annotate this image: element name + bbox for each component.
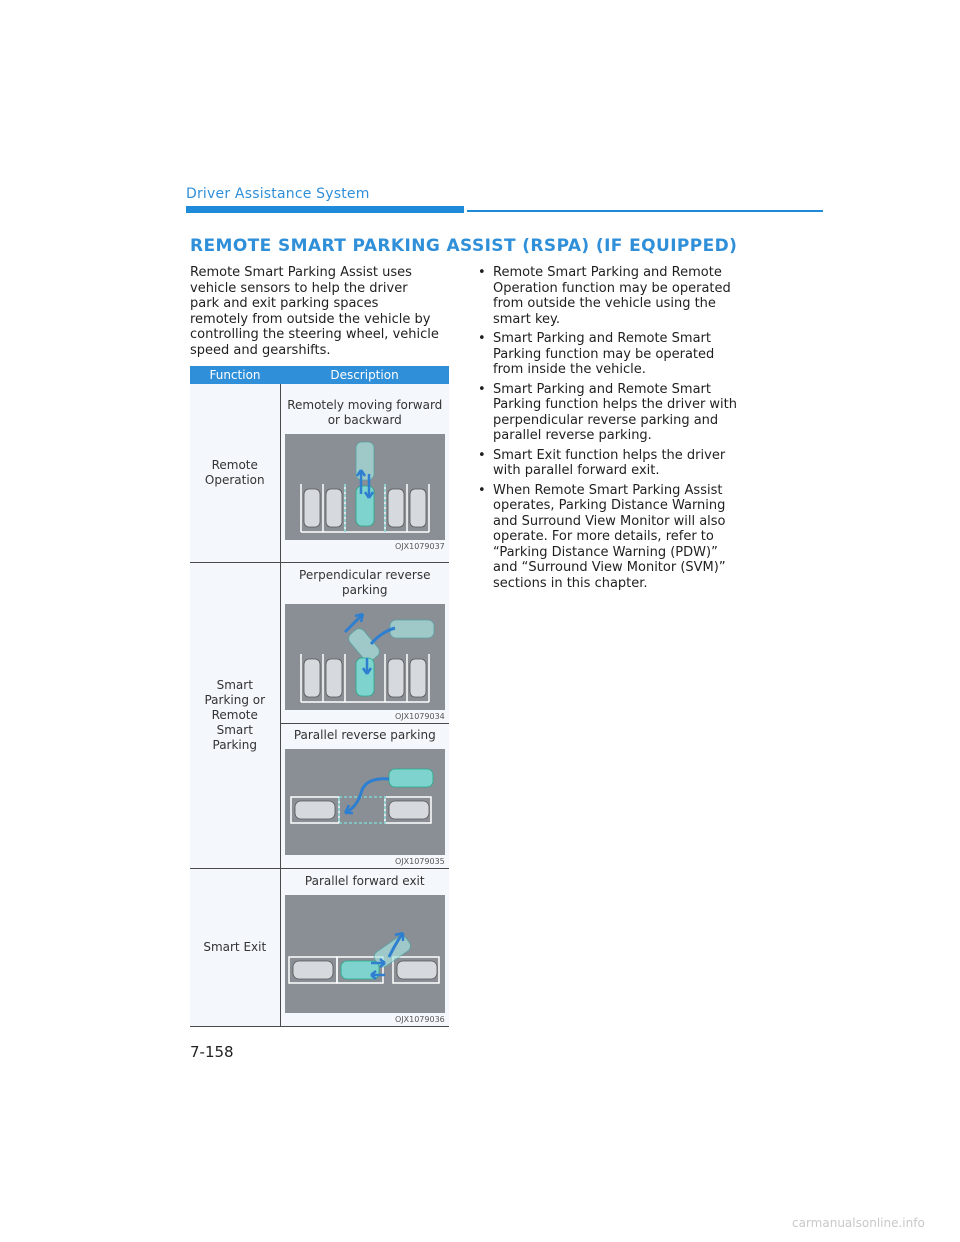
header-description: Description	[280, 366, 449, 384]
watermark: carmanualsonline.info	[792, 1216, 925, 1230]
feature-bullet-list	[478, 265, 738, 595]
list-item-text: Smart Parking and Remote Smart Parking function may be operated from inside the vehicle.	[493, 331, 715, 377]
remote-operation-illustration	[285, 434, 445, 551]
image-code: OJX1079034	[394, 711, 445, 721]
list-item-text: Remote Smart Parking and Remote Operation function may be operated from outside the vehicle using the smart key.	[493, 265, 731, 327]
parallel-parking-illustration	[285, 749, 445, 866]
description-text: Parallel forward exit	[304, 873, 425, 888]
bullet-icon: •	[478, 331, 486, 346]
smart-exit-illustration	[285, 895, 445, 1024]
table-row	[190, 562, 449, 868]
description-cell	[280, 384, 449, 562]
bullet-icon: •	[478, 482, 486, 498]
perpendicular-parking-illustration	[285, 604, 445, 721]
page-number: 7-158	[190, 1043, 234, 1061]
header-title: Driver Assistance System	[186, 186, 370, 202]
list-item	[478, 448, 738, 479]
function-cell: Remote Operation	[190, 384, 280, 562]
intro-paragraph: Remote Smart Parking Assist uses vehicle sensors to help the driver park and exit parking spaces remotely from outside the vehicle by controlling the steering wheel, vehicle speed and gearshifts.	[190, 265, 439, 358]
function-cell: Smart Parking or Remote Smart Parking	[190, 562, 280, 868]
header-rule-thin	[467, 210, 823, 212]
list-item	[478, 483, 738, 592]
image-code: OJX1079036	[394, 1014, 445, 1024]
header-function: Function	[190, 366, 280, 384]
description-text: Remotely moving forward or backward	[287, 397, 443, 427]
list-item-text: Smart Exit function helps the driver with parallel forward exit.	[493, 447, 726, 478]
function-table	[190, 366, 449, 1027]
table-row	[190, 868, 449, 1026]
table-header-row	[190, 366, 449, 384]
list-item-text: Smart Parking and Remote Smart Parking function helps the driver with perpendicular reverse parking and parallel reverse parking.	[493, 381, 737, 443]
table-row	[190, 384, 449, 562]
section-title: REMOTE SMART PARKING ASSIST (RSPA) (IF EQUIPPED)	[190, 236, 738, 256]
list-item	[478, 265, 738, 327]
description-text: Parallel reverse parking	[281, 723, 450, 743]
bullet-icon: •	[478, 381, 486, 397]
description-cell	[280, 868, 449, 1026]
description-cell	[280, 562, 449, 868]
bullet-icon: •	[478, 447, 486, 463]
image-code: OJX1079035	[394, 856, 445, 866]
function-cell: Smart Exit	[190, 868, 280, 1026]
list-item	[478, 331, 738, 378]
bullet-icon: •	[478, 265, 486, 280]
description-text: Perpendicular reverse parking	[299, 567, 431, 597]
list-item	[478, 382, 738, 444]
list-item-text: When Remote Smart Parking Assist operates, Parking Distance Warning and Surround View Monitor will also operate. For more details, refer to “Parking Distance Warning (PDW)” and “Surround View Monitor (SVM)” sections in this chapter.	[493, 482, 726, 591]
header-rule-thick	[186, 206, 464, 213]
image-code: OJX1079037	[394, 541, 445, 551]
